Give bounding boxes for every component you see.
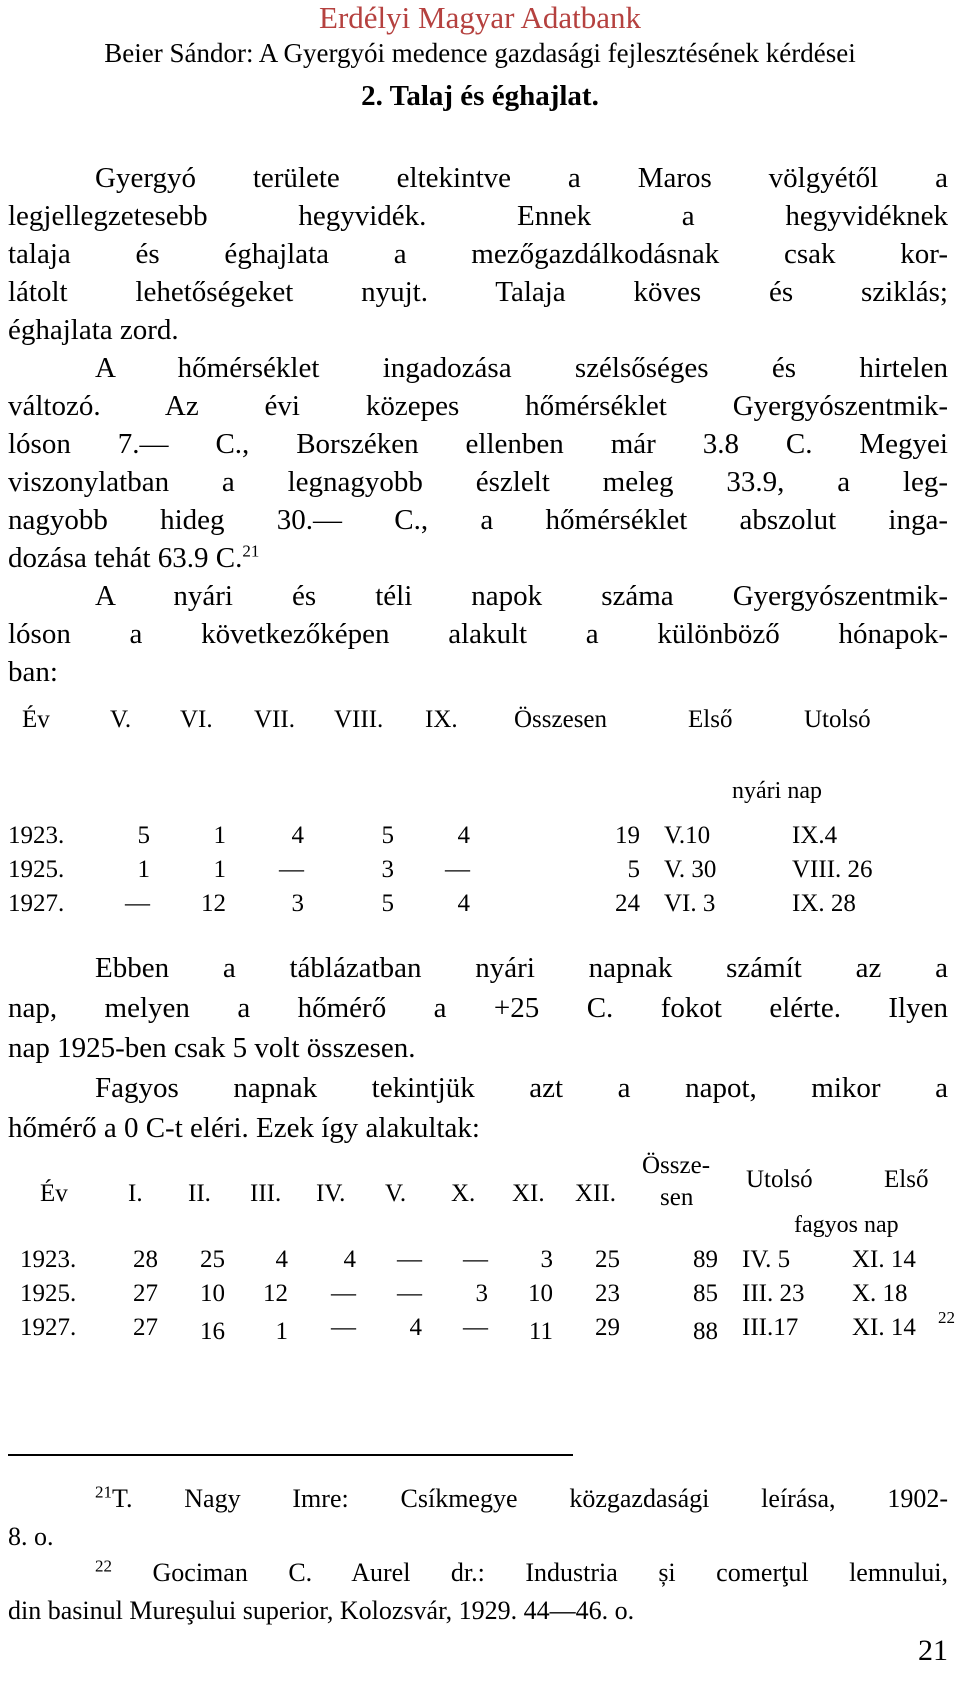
table-header: VIII. [334,706,384,733]
table-cell: 5 [137,822,150,849]
table-cell: — [125,890,150,917]
table-cell: XI. 14 [852,1246,916,1273]
table-header-total: sen [660,1184,694,1211]
table-cell: III.17 [742,1314,799,1341]
table-cell: 5 [627,856,640,883]
footnote-number: 21 [95,1482,112,1502]
table-header: V. [110,706,132,733]
table-header: Első [688,706,733,733]
text-line: Ebben a táblázatban nyári napnak számít az a [95,952,948,984]
site-title: Erdélyi Magyar Adatbank [319,0,641,35]
table-header: X. [451,1180,476,1207]
table-cell: VIII. 26 [792,856,873,883]
table-header: Utolsó [804,706,871,733]
footnote-22 [95,1558,948,1588]
text-line: hőmérő a 0 C-t eléri. Ezek így alakultak: [8,1112,480,1144]
table-cell: 4 [291,822,304,849]
table-subheader: fagyos nap [794,1212,899,1238]
footnote-text: Gociman C. Aurel dr.: Industria și comerţul lemnului, [152,1558,949,1587]
table-header: IX. [425,706,458,733]
text-line: A nyári és téli napok száma Gyergyószentmik- [95,580,948,612]
text-line: Gyergyó területe eltekintve a Maros völgyétől a [95,162,948,194]
table-cell: III. 23 [742,1280,805,1307]
text-line: talaja és éghajlata a mezőgazdálkodásnak csak kor- [8,238,948,270]
footnote-number: 22 [95,1556,112,1576]
table-cell: — [279,856,304,883]
table-cell: — [331,1314,356,1341]
table-cell: 16 [200,1318,225,1345]
table-cell: 3 [475,1280,488,1307]
table-header-total: Össze- [642,1152,711,1179]
table-cell: 3 [381,856,394,883]
table-cell: 23 [595,1280,620,1307]
table-cell: 4 [457,890,470,917]
table-cell: 4 [275,1246,288,1273]
table-cell: — [331,1280,356,1307]
table-cell: IV. 5 [742,1246,791,1273]
table-cell: 4 [409,1314,422,1341]
table-cell: 19 [615,822,640,849]
table-cell: V. 30 [664,856,717,883]
table-cell: 1925. [8,856,65,883]
table-header: Év [22,706,50,733]
table-cell: 4 [343,1246,356,1273]
table-cell: IX.4 [792,822,838,849]
footnote-21 [95,1484,948,1514]
table-cell: 1923. [8,822,65,849]
text-line: nap 1925-ben csak 5 volt összesen. [8,1032,416,1064]
table-cell: 29 [595,1314,620,1341]
table-cell: 89 [693,1246,718,1273]
text-line: ban: [8,656,58,688]
table-subheader: nyári nap [732,778,822,804]
table-cell: 24 [615,890,640,917]
table-cell: 10 [528,1280,553,1307]
table-cell: 1 [275,1318,288,1345]
text-line: látolt lehetőségeket nyujt. Talaja köves és sziklás; [8,276,948,308]
table-cell: 10 [200,1280,225,1307]
table-cell: 4 [457,822,470,849]
table-cell: — [463,1314,488,1341]
table-cell: 27 [133,1314,158,1341]
footnote-ref-21: 21 [242,541,260,561]
table-cell: IX. 28 [792,890,856,917]
document-subtitle: Beier Sándor: A Gyergyói medence gazdasági fejlesztésének kérdései [104,38,856,68]
table-cell: 12 [263,1280,288,1307]
table-cell: — [397,1280,422,1307]
footnote-text: 8. o. [8,1522,54,1551]
table-header: VII. [254,706,295,733]
table-cell: XI. 14 [852,1314,916,1341]
text-line: lóson a következőképen alakult a különböző hónapok- [8,618,948,650]
page-number: 21 [918,1634,948,1667]
table-header: III. [250,1180,282,1207]
table-cell: 12 [201,890,226,917]
table-cell: 1 [213,822,226,849]
text-line: éghajlata zord. [8,314,179,346]
table-cell: — [463,1246,488,1273]
table-cell: VI. 3 [664,890,716,917]
table-header: XI. [512,1180,545,1207]
table-cell: 28 [133,1246,158,1273]
table-cell: V.10 [664,822,711,849]
table-cell: 1 [213,856,226,883]
footnote-separator [8,1454,573,1456]
text-line: nap, melyen a hőmérő a +25 C. fokot elérte. Ilyen [8,992,948,1024]
text-line: viszonylatban a legnagyobb észlelt meleg 33.9, a leg- [8,466,948,498]
table-cell: 1927. [20,1314,77,1341]
text-line: legjellegzetesebb hegyvidék. Ennek a hegyvidéknek [8,200,948,232]
footnote-text: T. Nagy Imre: Csíkmegye közgazdasági leírása, 1902- [112,1484,948,1513]
table-cell: X. 18 [852,1280,908,1307]
text-line: lóson 7.— C., Borszéken ellenben már 3.8 C. Megyei [8,428,948,460]
text-line: dozása tehát 63.9 C. [8,542,243,574]
text-line-with-footnote [8,542,948,575]
table-header: Utolsó [746,1166,813,1193]
table-cell: 5 [381,822,394,849]
table-header: IV. [316,1180,346,1207]
text-line: A hőmérséklet ingadozása szélsőséges és hirtelen [95,352,948,384]
table-cell: — [445,856,470,883]
text-line: Fagyos napnak tekintjük azt a napot, mikor a [95,1072,948,1104]
table-cell: 3 [291,890,304,917]
table-cell: 88 [693,1318,718,1345]
table-cell: 25 [595,1246,620,1273]
text-line: változó. Az évi közepes hőmérséklet Gyergyószentmik- [8,390,948,422]
table-cell: — [397,1246,422,1273]
table-header: Év [40,1180,68,1207]
table-header: Összesen [514,706,608,733]
table-cell: 1923. [20,1246,77,1273]
section-title: 2. Talaj és éghajlat. [361,80,599,112]
text-line: nagyobb hideg 30.— C., a hőmérséklet abszolut inga- [8,504,948,536]
table-cell: 27 [133,1280,158,1307]
table-cell: 25 [200,1246,225,1273]
table-cell: 85 [693,1280,718,1307]
footnote-ref-22: 22 [938,1308,955,1327]
table-cell: 1 [137,856,150,883]
table-header: I. [128,1180,143,1207]
table-cell: 1927. [8,890,65,917]
footnote-text: din basinul Mureşului superior, Kolozsvár, 1929. 44—46. o. [8,1596,635,1625]
table-header: Első [884,1166,929,1193]
table-header: XII. [575,1180,616,1207]
table-cell: 3 [540,1246,553,1273]
table-header: II. [188,1180,211,1207]
table-cell: 11 [528,1318,553,1345]
table-header: VI. [180,706,213,733]
table-cell: 1925. [20,1280,77,1307]
table-header: V. [385,1180,407,1207]
table-cell: 5 [381,890,394,917]
